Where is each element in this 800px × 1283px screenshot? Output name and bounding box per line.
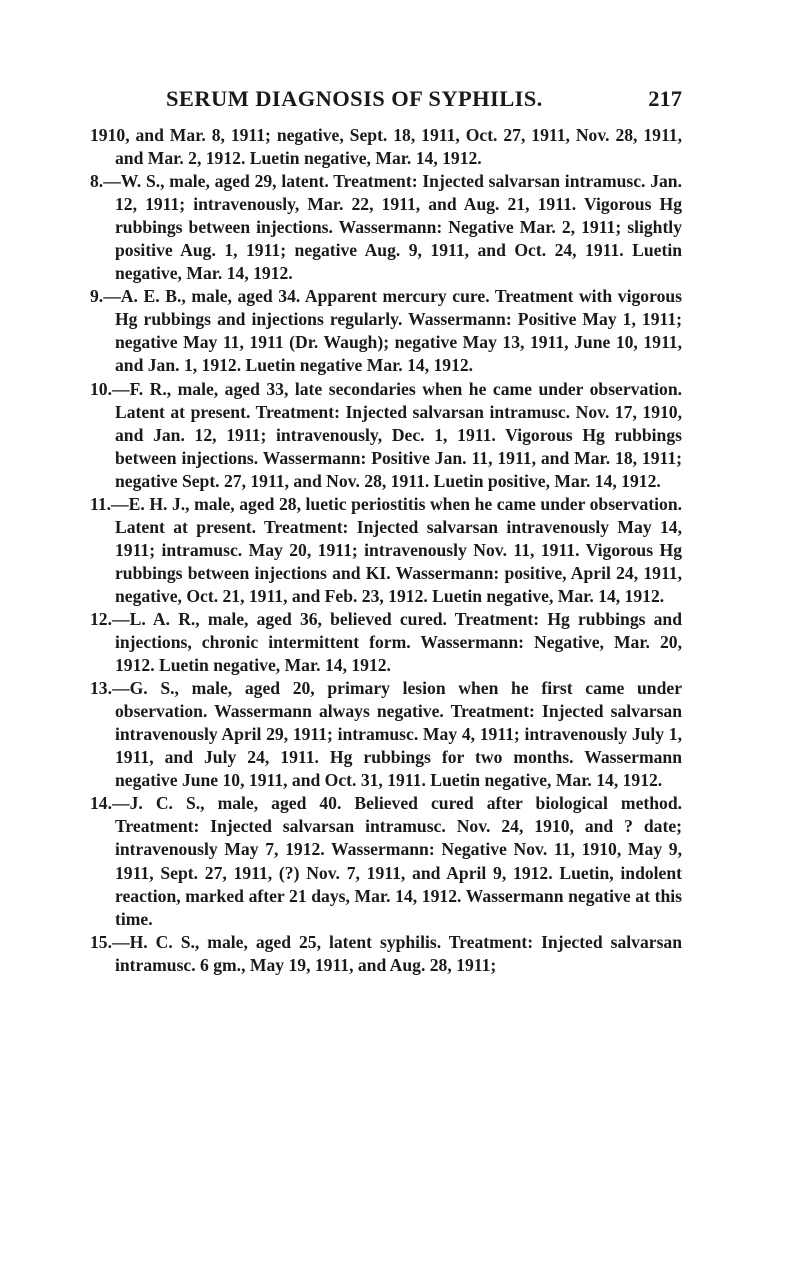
case-number: 8.: [90, 171, 104, 192]
case-number: 12.: [90, 608, 112, 629]
running-title: SERUM DIAGNOSIS OF SYPHILIS.: [166, 86, 543, 111]
case-text: —W. S., male, aged 29, latent. Treatment: Injected salvarsan intramusc. Jan. 12, 1911; intravenously, Mar. 22, 1911, and Aug. 21, 1911. Vigorous Hg rubbings between injections. Wassermann: Negative Mar. 2, 1911; slightly positive Aug. 1, 1911; negative Aug. 9, 1911, and Oct. 24, 1911. Luetin negative, Mar. 14, 1912.: [103, 171, 682, 284]
case-entry-14: [90, 792, 682, 930]
case-number: 15.: [90, 931, 112, 952]
case-entry-11: [90, 493, 682, 608]
case-text: —A. E. B., male, aged 34. Apparent mercury cure. Treatment with vigorous Hg rubbings and injections regularly. Wassermann: Positive May 1, 1911; negative May 11, 1911 (Dr. Waugh); negative May 13, 1911, June 10, 1911, and Jan. 1, 1912. Luetin negative Mar. 14, 1912.: [103, 286, 682, 376]
case-number: 11.: [90, 493, 112, 514]
case-text: —H. C. S., male, aged 25, latent syphilis. Treatment: Injected salvarsan intramusc. 6 gm., May 19, 1911, and Aug. 28, 1911;: [112, 931, 682, 975]
case-number: 14.: [90, 793, 112, 814]
case-number: 9.: [90, 286, 104, 307]
case-entry-10: [90, 378, 682, 493]
case-text: —J. C. S., male, aged 40. Believed cured after biological method. Treatment: Injected salvarsan intramusc. Nov. 24, 1910, and ? date; intravenously May 7, 1912. Wassermann: Negative Nov. 11, 1910, May 9, 1911, Sept. 27, 1911, (?) Nov. 7, 1911, and April 9, 1912. Luetin, indolent reaction, marked after 21 days, Mar. 14, 1912. Wassermann negative at this time.: [112, 793, 682, 929]
case-number: 10.: [90, 378, 112, 399]
page-body: [90, 124, 682, 977]
case-text: —F. R., male, aged 33, late secondaries when he came under observation. Latent at present. Treatment: Injected salvarsan intramusc. Nov. 17, 1910, and Jan. 12, 1911; intravenously, Dec. 1, 1911. Vigorous Hg rubbings between injections. Wassermann: Positive Jan. 11, 1911, and Mar. 18, 1911; negative Sept. 27, 1911, and Nov. 28, 1911. Luetin positive, Mar. 14, 1912.: [112, 378, 682, 491]
case-entry-13: [90, 677, 682, 792]
case-number: 13.: [90, 678, 112, 699]
case-text: —L. A. R., male, aged 36, believed cured. Treatment: Hg rubbings and injections, chronic intermittent form. Wassermann: Negative, Mar. 20, 1912. Luetin negative, Mar. 14, 1912.: [112, 608, 682, 676]
case-entry-9: [90, 285, 682, 377]
case-entry-15: [90, 931, 682, 977]
case-text: —E. H. J., male, aged 28, luetic periostitis when he came under observation. Latent at present. Treatment: Injected salvarsan intravenously May 14, 1911; intramusc. May 20, 1911; intravenously Nov. 11, 1911. Vigorous Hg rubbings between injections and KI. Wassermann: positive, April 24, 1911, negative, Oct. 21, 1911, and Feb. 23, 1912. Luetin negative, Mar. 14, 1912.: [111, 493, 682, 606]
page-number: 217: [648, 86, 682, 111]
case-text: —G. S., male, aged 20, primary lesion when he first came under observation. Wassermann always negative. Treatment: Injected salvarsan intravenously April 29, 1911; intramusc. May 4, 1911; intravenously July 1, 1911, and July 24, 1911. Hg rubbings for two months. Wassermann negative June 10, 1911, and Oct. 31, 1911. Luetin negative, Mar. 14, 1912.: [112, 678, 682, 791]
continued-paragraph-text: 1910, and Mar. 8, 1911; negative, Sept. 18, 1911, Oct. 27, 1911, Nov. 28, 1911, and Mar. 2, 1912. Luetin negative, Mar. 14, 1912.: [90, 125, 682, 169]
case-entry-8: [90, 170, 682, 285]
case-entry-12: [90, 608, 682, 677]
continued-paragraph: [90, 124, 682, 170]
page-header: [80, 86, 682, 116]
